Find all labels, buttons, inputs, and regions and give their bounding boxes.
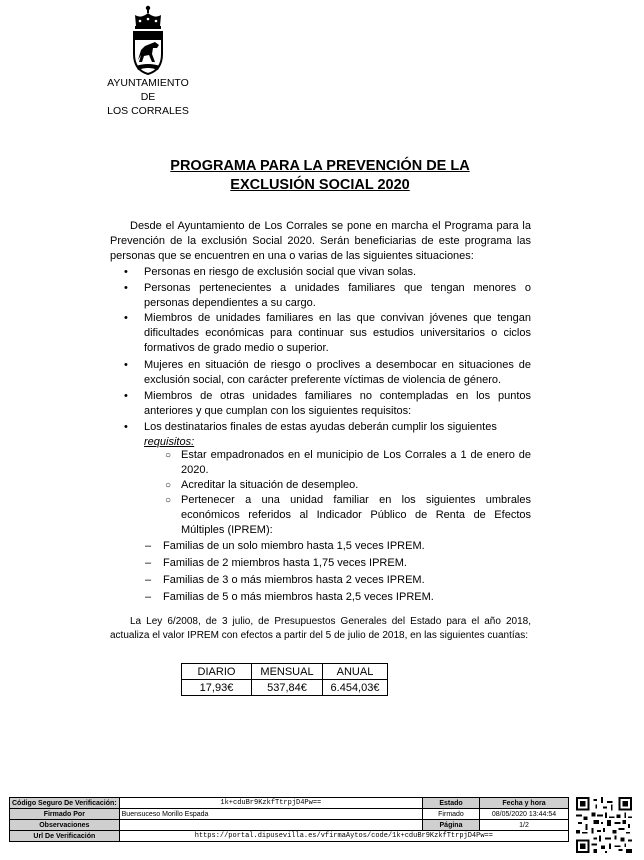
bullet-icon: • xyxy=(124,390,128,402)
bullet-item xyxy=(110,281,531,311)
header-anual: ANUAL xyxy=(323,664,388,680)
footer-row xyxy=(10,798,569,809)
bullet-text: Personas en riesgo de exclusión social que vivan solas. xyxy=(144,266,417,278)
requirement-text: Pertenecer a una unidad familiar en los siguientes umbrales económicos referidos al Indicador Público de Renta de Efectos Múltiples (IPREM): xyxy=(181,494,531,536)
bullet-text: Personas pertenecientes a unidades familiares que tengan menores o personas dependientes a su cargo. xyxy=(144,282,531,309)
crown-icon xyxy=(135,6,161,29)
firmado-por-value: Buensuceso Morillo Espada xyxy=(119,809,422,820)
bullet-item xyxy=(110,389,531,419)
header-mensual: MENSUAL xyxy=(252,664,323,680)
threshold-text: Familias de un solo miembro hasta 1,5 veces IPREM. xyxy=(163,540,425,552)
town-line-1: AYUNTAMIENTO xyxy=(107,77,189,89)
circle-bullet-icon: ○ xyxy=(165,495,172,506)
threshold-text: Familias de 2 miembros hasta 1,75 veces IPREM. xyxy=(163,557,407,569)
pagina-label: Página xyxy=(423,820,480,831)
fecha-value: 08/05/2020 13:44:54 xyxy=(480,809,569,820)
circle-bullet-icon: ○ xyxy=(165,450,172,461)
requisitos-label: requisitos: xyxy=(144,436,195,448)
requirement-text: Estar empadronados en el municipio de Los Corrales a 1 de enero de 2020. xyxy=(181,449,531,476)
town-line-2: DE xyxy=(140,91,156,103)
fecha-label: Fecha y hora xyxy=(480,798,569,809)
threshold-item xyxy=(145,539,531,554)
bullet-icon: • xyxy=(124,312,128,324)
bullet-text: Miembros de unidades familiares en las que convivan jóvenes que tengan dificultades económicas para continuar sus estudios universitarios o ciclos formativos de grado medio o superior. xyxy=(144,312,531,354)
bullet-item xyxy=(110,358,531,388)
estado-value: Firmado xyxy=(423,809,480,820)
qr-code-icon xyxy=(576,797,632,853)
threshold-text: Familias de 5 o más miembros hasta 2,5 veces IPREM. xyxy=(163,591,434,603)
observaciones-value xyxy=(119,820,422,831)
csv-value: 1k+cduBr9KzkfTtrpjD4Pw== xyxy=(119,798,422,809)
title-line-1: PROGRAMA PARA LA PREVENCIÓN DE LA xyxy=(170,158,470,174)
dash-icon: – xyxy=(145,591,152,603)
observaciones-label: Observaciones xyxy=(10,820,120,831)
dash-icon: – xyxy=(145,574,152,586)
footer-row xyxy=(10,809,569,820)
requirement-item xyxy=(165,478,531,493)
csv-label: Código Seguro De Verificación: xyxy=(10,798,120,809)
town-name xyxy=(96,76,200,118)
bullet-text: Mujeres en situación de riesgo o proclives a desembocar en situaciones de exclusión social, con carácter preferente víctimas de violencia de género. xyxy=(144,359,531,386)
header-diario: DIARIO xyxy=(182,664,252,680)
bullet-icon: • xyxy=(124,421,128,433)
town-crest-logo xyxy=(128,4,168,76)
bullet-text-main: Los destinatarios finales de estas ayudas deberán cumplir los siguientes xyxy=(144,421,497,433)
document-title xyxy=(100,157,540,195)
bullet-item xyxy=(110,420,531,450)
threshold-item xyxy=(145,573,531,588)
footer-row xyxy=(10,831,569,842)
title-line-2: EXCLUSIÓN SOCIAL 2020 xyxy=(230,177,410,193)
requirement-text: Acreditar la situación de desempleo. xyxy=(181,479,359,491)
threshold-text: Familias de 3 o más miembros hasta 2 veces IPREM. xyxy=(163,574,425,586)
threshold-item xyxy=(145,556,531,571)
footer-row xyxy=(10,820,569,831)
url-value[interactable]: https://portal.dipusevilla.es/vfirmaAytos/code/1k+cduBr9KzkfTtrpjD4Pw== xyxy=(119,831,568,842)
table-row xyxy=(182,680,388,696)
table-header-row xyxy=(182,664,388,680)
value-mensual: 537,84€ xyxy=(252,680,323,696)
ley-paragraph: La Ley 6/2008, de 3 julio, de Presupuestos Generales del Estado para el año 2018, actualiza el valor IPREM con efectos a partir del 5 de julio de 2018, en las siguientes cuantías: xyxy=(110,616,531,641)
requirement-item xyxy=(165,493,531,538)
bullet-text: Miembros de otras unidades familiares no contempladas en los puntos anteriores y que cumplan con los siguientes requisitos: xyxy=(144,390,531,417)
firmado-por-label: Firmado Por xyxy=(10,809,120,820)
town-line-3: LOS CORRALES xyxy=(107,105,189,117)
estado-label: Estado xyxy=(423,798,480,809)
value-diario: 17,93€ xyxy=(182,680,252,696)
circle-bullet-icon: ○ xyxy=(165,480,172,491)
bullet-icon: • xyxy=(124,359,128,371)
url-label: Url De Verificación xyxy=(10,831,120,842)
bullet-item xyxy=(110,311,531,356)
requirement-item xyxy=(165,448,531,478)
bullet-item xyxy=(110,265,531,280)
shield-icon xyxy=(134,32,162,74)
bullet-text xyxy=(144,420,531,450)
threshold-item xyxy=(145,590,531,605)
bullet-icon: • xyxy=(124,266,128,278)
bullet-icon: • xyxy=(124,282,128,294)
verification-footer xyxy=(9,797,569,842)
dash-icon: – xyxy=(145,540,152,552)
pagina-value: 1/2 xyxy=(480,820,569,831)
intro-paragraph: Desde el Ayuntamiento de Los Corrales se pone en marcha el Programa para la Prevención de la exclusión Social 2020. Serán beneficiarias de este programa las personas que se encuentren en una o varias de las siguientes situaciones: xyxy=(110,220,531,262)
iprem-table xyxy=(181,663,388,696)
value-anual: 6.454,03€ xyxy=(323,680,388,696)
dash-icon: – xyxy=(145,557,152,569)
